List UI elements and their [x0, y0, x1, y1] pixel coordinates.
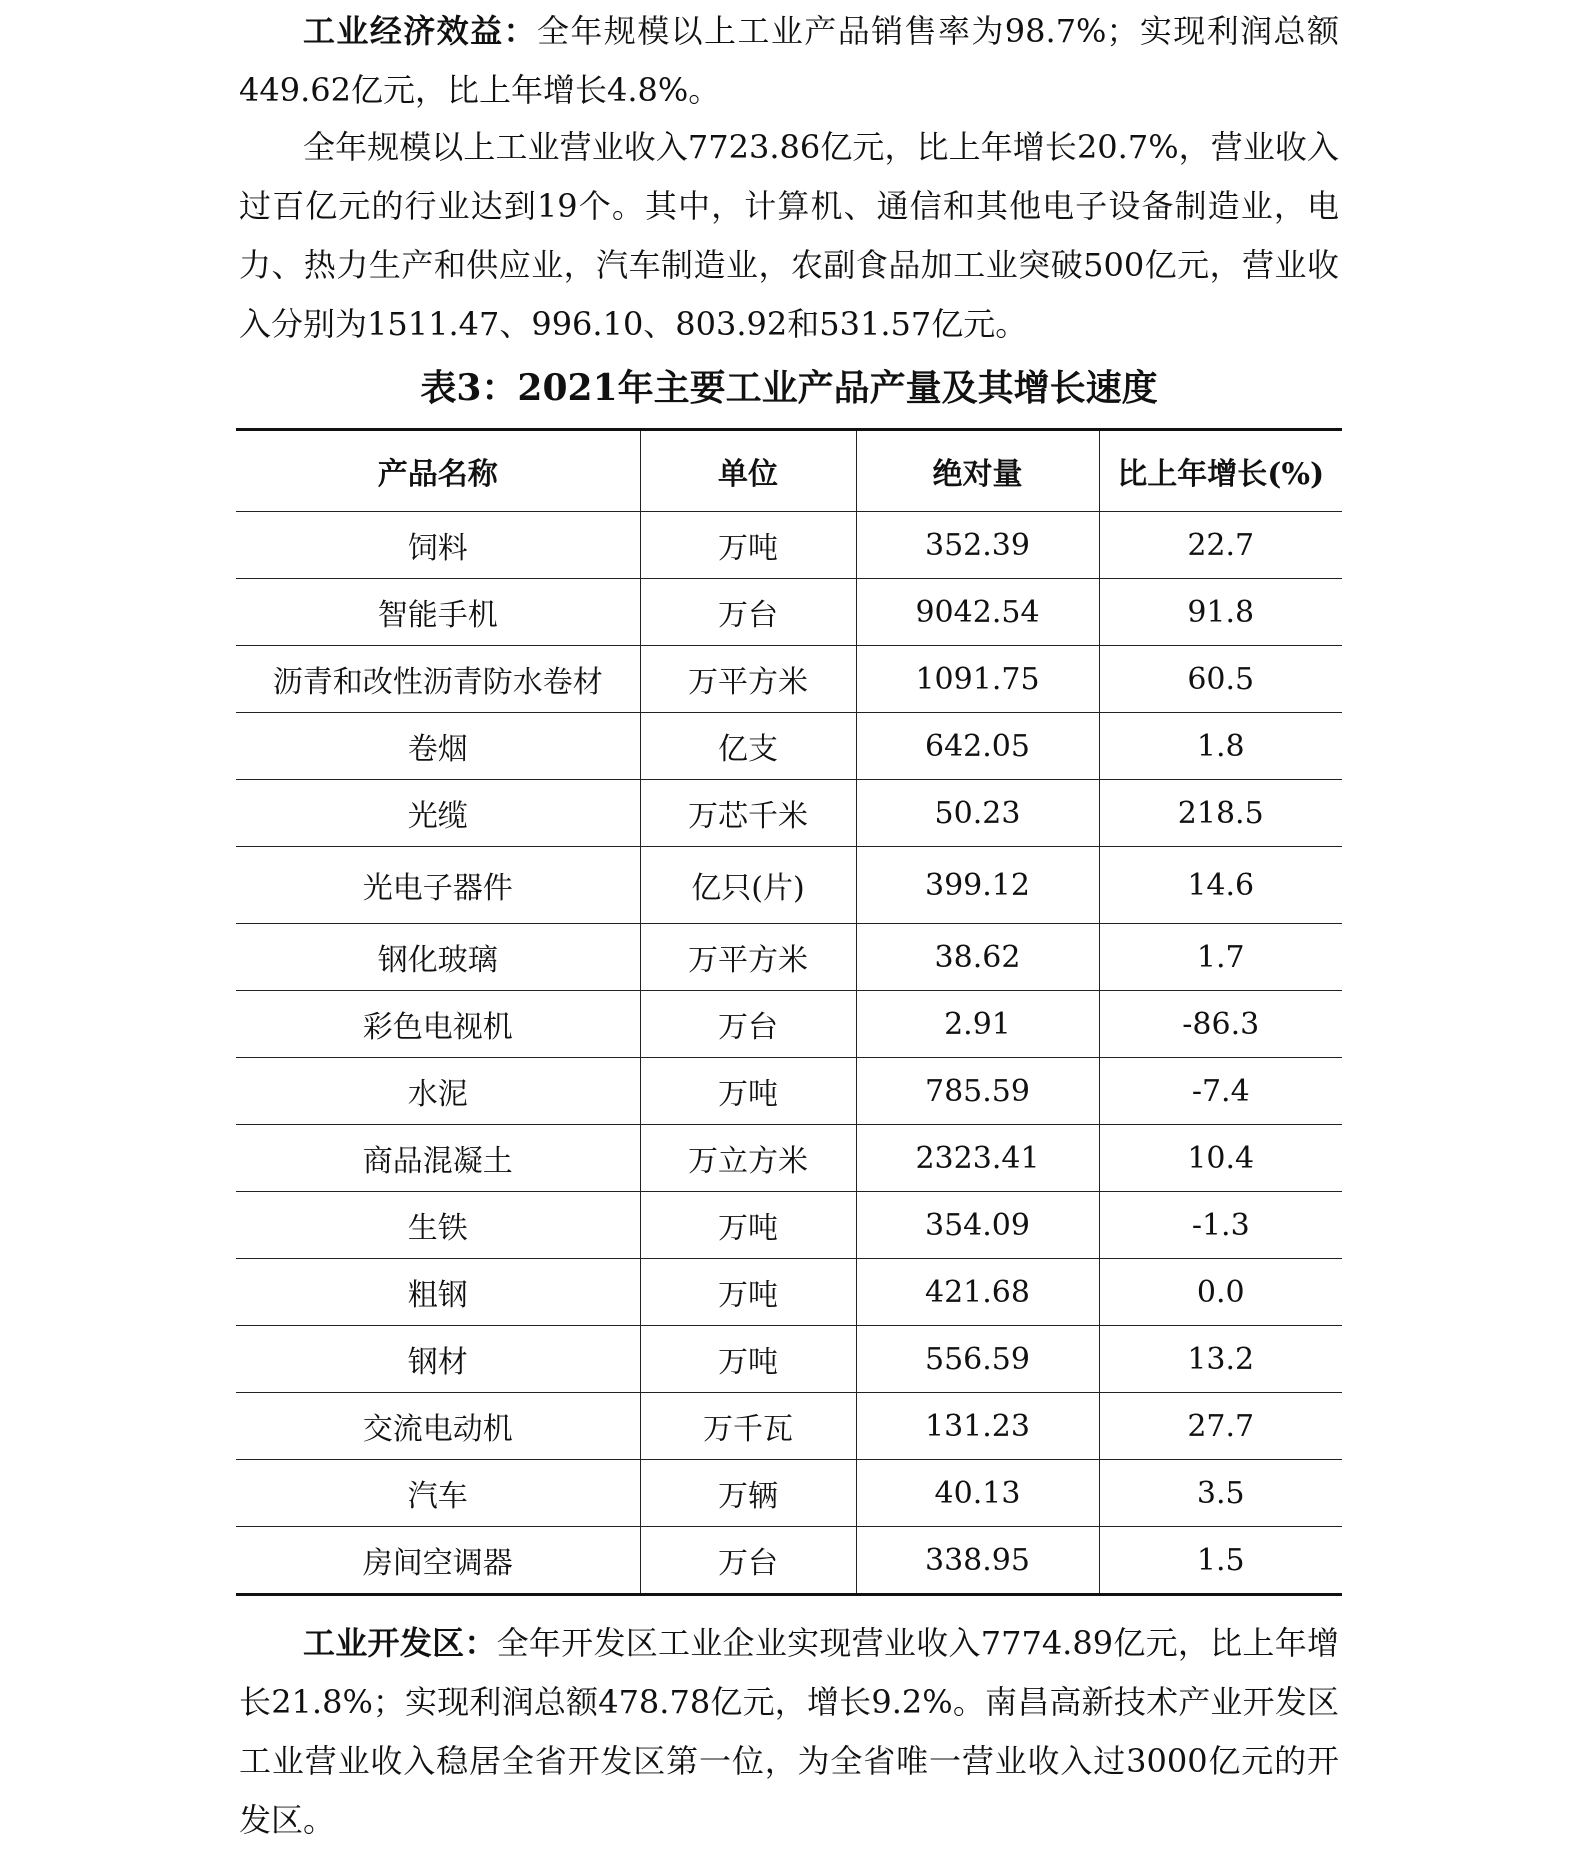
cell-amount: 1091.75: [856, 646, 1099, 713]
cell-amount: 354.09: [856, 1192, 1099, 1259]
cell-growth: 218.5: [1099, 780, 1342, 847]
cell-product-name: 彩色电视机: [236, 991, 640, 1058]
cell-growth: -86.3: [1099, 991, 1342, 1058]
cell-product-name: 生铁: [236, 1192, 640, 1259]
paragraph-text: 全年规模以上工业产品销售率为98.7%；实现利润总额449.62亿元，比上年增长4.8%。: [239, 12, 1339, 109]
cell-product-name: 水泥: [236, 1058, 640, 1125]
table-row: [236, 991, 1342, 1058]
cell-unit: 万台: [640, 991, 856, 1058]
cell-product-name: 沥青和改性沥青防水卷材: [236, 646, 640, 713]
cell-amount: 785.59: [856, 1058, 1099, 1125]
table-row: [236, 579, 1342, 646]
paragraph-lead: 工业开发区：: [303, 1624, 497, 1662]
cell-amount: 352.39: [856, 512, 1099, 579]
cell-growth: 10.4: [1099, 1125, 1342, 1192]
cell-amount: 399.12: [856, 847, 1099, 924]
cell-unit: 万千瓦: [640, 1393, 856, 1460]
cell-product-name: 房间空调器: [236, 1527, 640, 1595]
header-absolute-amount: 绝对量: [856, 430, 1099, 512]
cell-amount: 556.59: [856, 1326, 1099, 1393]
cell-unit: 万辆: [640, 1460, 856, 1527]
cell-product-name: 粗钢: [236, 1259, 640, 1326]
table-row: [236, 1393, 1342, 1460]
table-row: [236, 924, 1342, 991]
paragraph-lead: 工业经济效益：: [303, 12, 537, 50]
cell-product-name: 智能手机: [236, 579, 640, 646]
cell-growth: 27.7: [1099, 1393, 1342, 1460]
cell-unit: 万吨: [640, 1259, 856, 1326]
cell-product-name: 钢材: [236, 1326, 640, 1393]
table-row: [236, 847, 1342, 924]
paragraph-operating-revenue: [239, 118, 1339, 354]
cell-unit: 万立方米: [640, 1125, 856, 1192]
cell-unit: 万平方米: [640, 646, 856, 713]
cell-product-name: 汽车: [236, 1460, 640, 1527]
table-row: [236, 1326, 1342, 1393]
table-row: [236, 1058, 1342, 1125]
header-product-name: 产品名称: [236, 430, 640, 512]
cell-amount: 2.91: [856, 991, 1099, 1058]
header-growth-rate: 比上年增长(%): [1099, 430, 1342, 512]
cell-product-name: 交流电动机: [236, 1393, 640, 1460]
cell-product-name: 钢化玻璃: [236, 924, 640, 991]
cell-growth: 14.6: [1099, 847, 1342, 924]
industrial-products-table: [236, 428, 1342, 1596]
cell-growth: 1.7: [1099, 924, 1342, 991]
cell-unit: 亿支: [640, 713, 856, 780]
cell-amount: 40.13: [856, 1460, 1099, 1527]
cell-growth: -1.3: [1099, 1192, 1342, 1259]
cell-growth: 22.7: [1099, 512, 1342, 579]
cell-growth: 60.5: [1099, 646, 1342, 713]
cell-growth: 1.5: [1099, 1527, 1342, 1595]
cell-unit: 万吨: [640, 1326, 856, 1393]
table-row: [236, 1460, 1342, 1527]
cell-amount: 2323.41: [856, 1125, 1099, 1192]
cell-amount: 421.68: [856, 1259, 1099, 1326]
cell-unit: 万吨: [640, 1058, 856, 1125]
cell-product-name: 光缆: [236, 780, 640, 847]
cell-product-name: 卷烟: [236, 713, 640, 780]
cell-unit: 万台: [640, 1527, 856, 1595]
cell-amount: 338.95: [856, 1527, 1099, 1595]
table-header-row: [236, 430, 1342, 512]
cell-growth: -7.4: [1099, 1058, 1342, 1125]
cell-product-name: 光电子器件: [236, 847, 640, 924]
table-title: 表3：2021年主要工业产品产量及其增长速度: [420, 367, 1158, 409]
cell-growth: 1.8: [1099, 713, 1342, 780]
paragraph-text: 全年开发区工业企业实现营业收入7774.89亿元，比上年增长21.8%；实现利润总额478.78亿元，增长9.2%。南昌高新技术产业开发区工业营业收入稳居全省开发区第一位，为全省唯一营业收入过3000亿元的开发区。: [239, 1624, 1339, 1839]
cell-unit: 万台: [640, 579, 856, 646]
cell-amount: 131.23: [856, 1393, 1099, 1460]
paragraph-economic-benefits: [239, 2, 1339, 120]
table-row: [236, 1259, 1342, 1326]
cell-growth: 0.0: [1099, 1259, 1342, 1326]
cell-growth: 91.8: [1099, 579, 1342, 646]
table-row: [236, 1527, 1342, 1595]
cell-unit: 万平方米: [640, 924, 856, 991]
paragraph-development-zones: [239, 1614, 1339, 1850]
cell-amount: 642.05: [856, 713, 1099, 780]
header-unit: 单位: [640, 430, 856, 512]
cell-growth: 3.5: [1099, 1460, 1342, 1527]
table-row: [236, 713, 1342, 780]
cell-amount: 38.62: [856, 924, 1099, 991]
cell-product-name: 饲料: [236, 512, 640, 579]
cell-amount: 9042.54: [856, 579, 1099, 646]
table-row: [236, 1125, 1342, 1192]
table-row: [236, 1192, 1342, 1259]
cell-unit: 万吨: [640, 512, 856, 579]
cell-product-name: 商品混凝土: [236, 1125, 640, 1192]
cell-unit: 万芯千米: [640, 780, 856, 847]
cell-amount: 50.23: [856, 780, 1099, 847]
cell-growth: 13.2: [1099, 1326, 1342, 1393]
paragraph-text: 全年规模以上工业营业收入7723.86亿元，比上年增长20.7%，营业收入过百亿元的行业达到19个。其中，计算机、通信和其他电子设备制造业，电力、热力生产和供应业，汽车制造业，农副食品加工业突破500亿元，营业收入分别为1511.47、996.10、803.92和531.57亿元。: [239, 128, 1339, 343]
table-row: [236, 780, 1342, 847]
cell-unit: 万吨: [640, 1192, 856, 1259]
cell-unit: 亿只(片): [640, 847, 856, 924]
table-row: [236, 512, 1342, 579]
table-row: [236, 646, 1342, 713]
